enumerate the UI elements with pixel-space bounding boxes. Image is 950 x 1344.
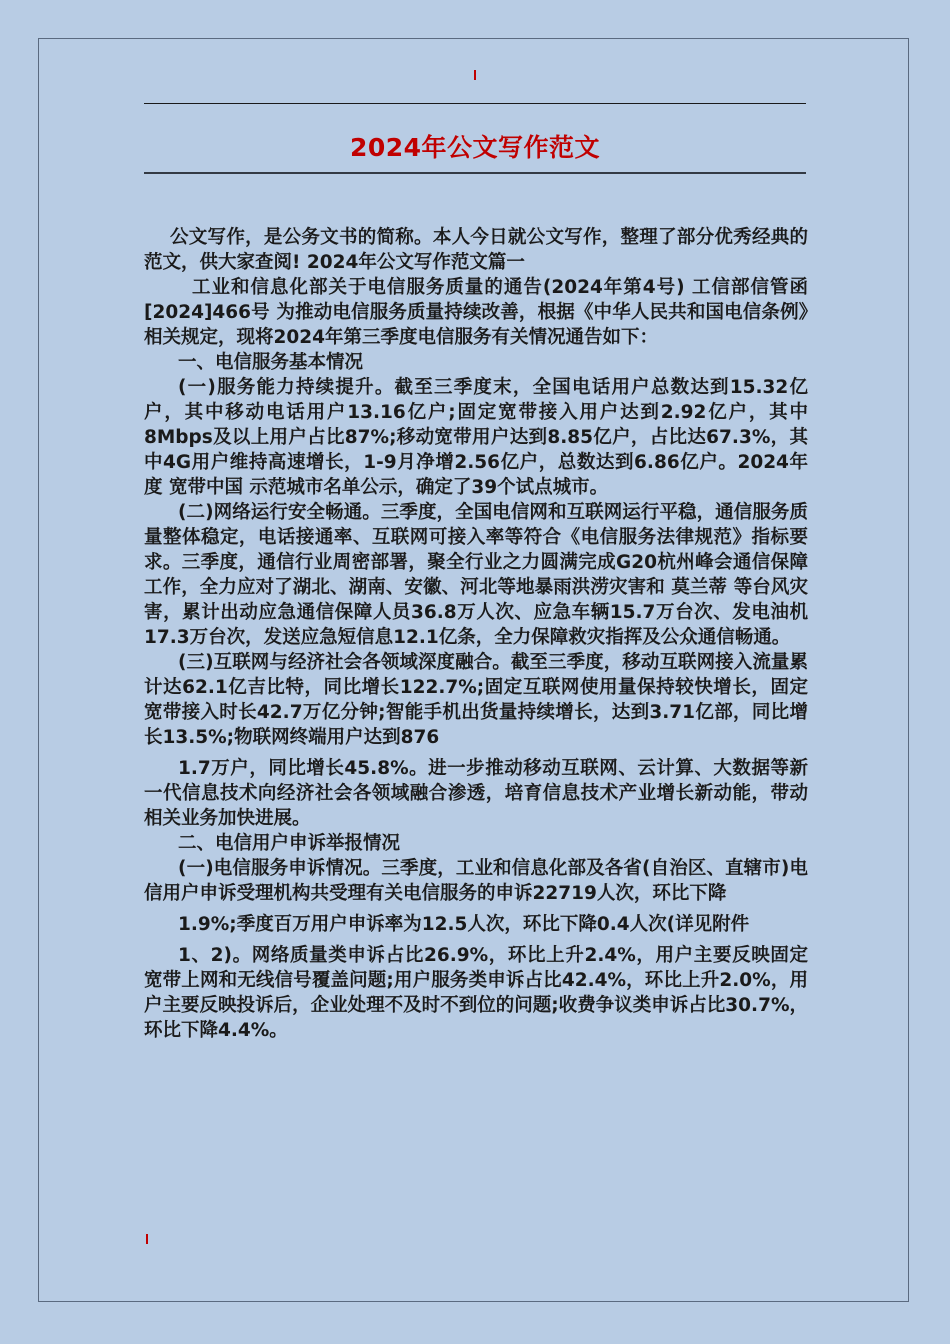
paragraph-continuation-3: 1、2)。网络质量类申诉占比26.9%，环比上升2.4%，用户主要反映固定宽带上网和无线信号覆盖问题;用户服务类申诉占比42.4%，环比上升2.0%，用户主要反映投诉后，企业处理不及时不到位的问题;收费争议类申诉占比30.7%，环比下降4.4%。: [144, 945, 808, 1041]
footer-margin-mark: [146, 1234, 148, 1244]
paragraph-continuation-1: 1.7万户，同比增长45.8%。进一步推动移动互联网、云计算、大数据等新一代信息技术向经济社会各领域融合渗透，培育信息技术产业增长新动能，带动相关业务加快进展。: [144, 758, 808, 829]
header-margin-mark: [474, 70, 476, 80]
intro-paragraph: 公文写作，是公务文书的简称。本人今日就公文写作，整理了部分优秀经典的范文，供大家查阅! 2024年公文写作范文篇一: [144, 227, 808, 273]
paragraph-complaints: (一)电信服务申诉情况。三季度，工业和信息化部及各省(自治区、直辖市)电信用户申诉受理机构共受理有关电信服务的申诉22719人次，环比下降: [144, 858, 808, 904]
header-rule: [144, 103, 806, 104]
paragraph-network-operation: (二)网络运行安全畅通。三季度，全国电信网和互联网运行平稳，通信服务质量整体稳定，电话接通率、互联网可接入率等符合《电信服务法律规范》指标要求。三季度，通信行业周密部署，聚全行业之力圆满完成G20杭州峰会通信保障工作，全力应对了湖北、湖南、安徽、河北等地暴雨洪涝灾害和 莫兰蒂 等台风灾害，累计出动应急通信保障人员36.8万人次、应急车辆15.7万台次、发电油机17.3万台次，发送应急短信息12.1亿条，全力保障救灾指挥及公众通信畅通。: [144, 502, 808, 648]
section-heading-1: 一、电信服务基本情况: [178, 352, 364, 373]
paragraph-service-capacity: (一)服务能力持续提升。截至三季度末，全国电话用户总数达到15.32亿户，其中移动电话用户13.16亿户;固定宽带接入用户达到2.92亿户，其中8Mbps及以上用户占比87%;移动宽带用户达到8.85亿户，占比达67.3%，其中4G用户维持高速增长，1-9月净增2.56亿户，总数达到6.86亿户。2024年度 宽带中国 示范城市名单公示，确定了39个试点城市。: [144, 377, 808, 498]
title-rule: [144, 172, 806, 174]
section-heading-2: 二、电信用户申诉举报情况: [178, 833, 401, 854]
paragraph-continuation-2: 1.9%;季度百万用户申诉率为12.5人次，环比下降0.4人次(详见附件: [178, 914, 750, 935]
paragraph-internet-integration: (三)互联网与经济社会各领域深度融合。截至三季度，移动互联网接入流量累计达62.1亿吉比特，同比增长122.7%;固定互联网使用量保持较快增长，固定宽带接入时长42.7万亿分钟;智能手机出货量持续增长，达到3.71亿部，同比增长13.5%;物联网终端用户达到876: [144, 652, 808, 748]
document-title: 2024年公文写作范文: [349, 133, 601, 162]
document-body: [144, 225, 808, 1043]
notice-paragraph: 工业和信息化部关于电信服务质量的通告(2024年第4号) 工信部信管函[2024]466号 为推动电信服务质量持续改善，根据《中华人民共和国电信条例》相关规定，现将2024年第三季度电信服务有关情况通告如下：: [144, 277, 808, 348]
